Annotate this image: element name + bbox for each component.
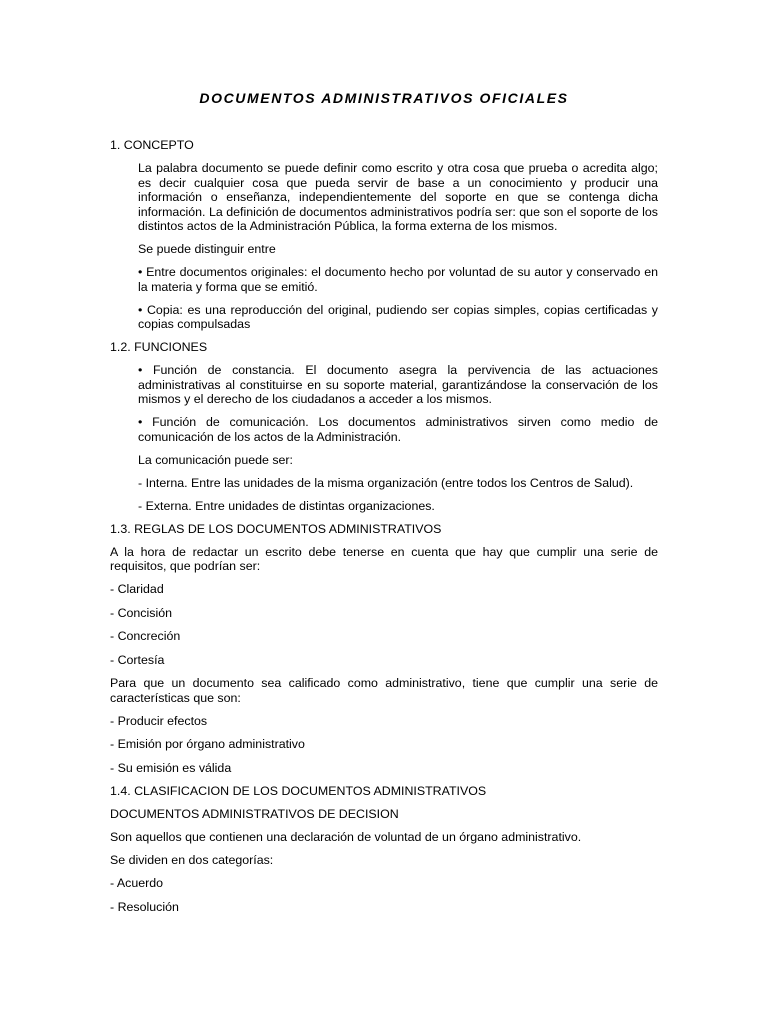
section-heading-funciones: 1.2. FUNCIONES (110, 340, 208, 354)
paragraph: Se dividen en dos categorías: (110, 853, 274, 867)
document-title: DOCUMENTOS ADMINISTRATIVOS OFICIALES (199, 90, 569, 106)
paragraph: Se puede distinguir entre (138, 242, 276, 256)
bullet-paragraph: • Función de comunicación. Los documentos administrativos sirven como medio de comunicación de los actos de la Administración. (138, 415, 658, 444)
paragraph: La palabra documento se puede definir como escrito y otra cosa que prueba o acredita algo; es decir cualquier cosa que pueda servir de base a un conocimiento y producir una información o enseñanza, independientemente del soporte en que se contenga dicha información. La definición de documentos administrativos podría ser: que son el soporte de los distintos actos de la Administración Pública, la forma externa de los mismos. (138, 161, 658, 233)
list-item: - Concreción (110, 629, 181, 643)
list-item: - Externa. Entre unidades de distintas organizaciones. (138, 498, 435, 513)
bullet-paragraph: • Entre documentos originales: el documento hecho por voluntad de su autor y conservado en la materia y forma que se emitió. (138, 265, 658, 294)
section-heading-reglas: 1.3. REGLAS DE LOS DOCUMENTOS ADMINISTRATIVOS (110, 521, 442, 536)
section-heading-clasificacion: 1.4. CLASIFICACION DE LOS DOCUMENTOS ADMINISTRATIVOS (110, 784, 487, 798)
paragraph: A la hora de redactar un escrito debe tenerse en cuenta que hay que cumplir una serie de requisitos, que podrían ser: (110, 544, 658, 573)
list-item: - Interna. Entre las unidades de la misma organización (entre todos los Centros de Salud). (138, 475, 634, 490)
list-item: - Emisión por órgano administrativo (110, 737, 305, 751)
paragraph: La comunicación puede ser: (138, 452, 293, 467)
section-heading-concepto: 1. CONCEPTO (110, 138, 194, 152)
bullet-paragraph: • Función de constancia. El documento asegra la pervivencia de las actuaciones administrativas al constituirse en su soporte material, garantizándose la conservación de los mismos y el derecho de los ciudadanos a acceder a los mismos. (138, 363, 658, 406)
list-item: - Producir efectos (110, 713, 208, 728)
paragraph: Para que un documento sea calificado como administrativo, tiene que cumplir una serie de características que son: (110, 676, 658, 705)
paragraph: Son aquellos que contienen una declaración de voluntad de un órgano administrativo. (110, 830, 582, 844)
bullet-paragraph: • Copia: es una reproducción del original, pudiendo ser copias simples, copias certificadas y copias compulsadas (138, 302, 658, 331)
list-item: - Su emisión es válida (110, 760, 232, 775)
list-item: - Claridad (110, 582, 164, 596)
subsection-heading-decision: DOCUMENTOS ADMINISTRATIVOS DE DECISION (110, 807, 399, 821)
list-item: - Acuerdo (110, 876, 164, 890)
document-body (110, 138, 658, 923)
list-item: - Resolución (110, 899, 179, 914)
list-item: - Cortesía (110, 652, 165, 667)
list-item: - Concisión (110, 605, 172, 620)
